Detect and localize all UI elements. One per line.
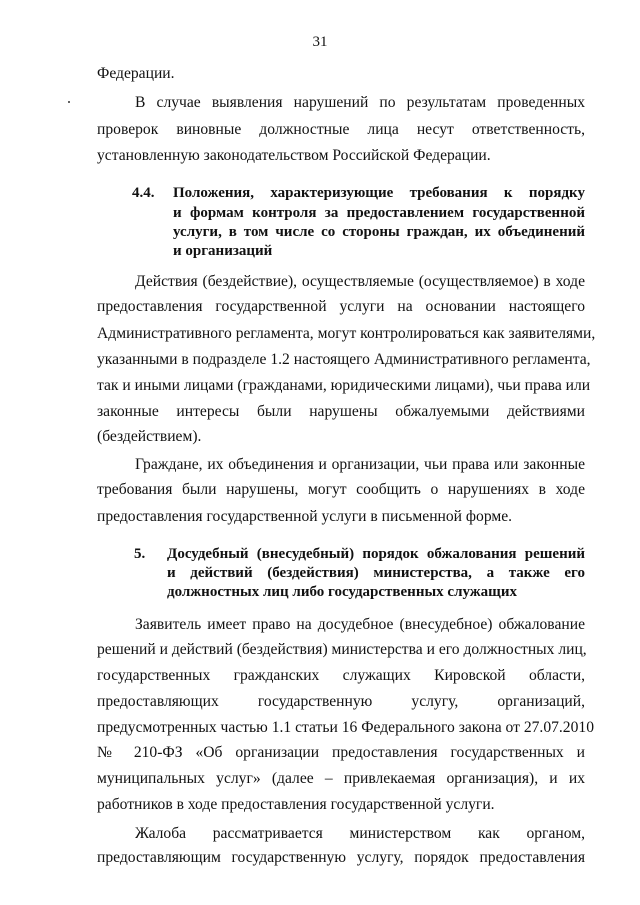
section-title-line: и организаций	[173, 243, 273, 259]
text-line: Федерации.	[97, 65, 175, 82]
text-line: предоставления государственной услуги в письменной форме.	[97, 508, 513, 525]
section-title-line: Положения, характеризующие требования к порядку	[173, 185, 585, 201]
text-line: Жалоба рассматривается министерством как органом,	[135, 825, 585, 842]
text-line: Административного регламента, могут контролироваться как заявителями,	[97, 325, 596, 342]
text-line: проверок виновные должностные лица несут ответственность,	[97, 121, 585, 138]
section-number: 4.4.	[132, 185, 155, 201]
text-line: Действия (бездействие), осуществляемые (осуществляемое) в ходе	[135, 273, 585, 290]
text-line: решений и действий (бездействия) министерства и его должностных лиц,	[97, 641, 587, 658]
text-line: (бездействием).	[97, 428, 202, 445]
text-line: государственных гражданских служащих Кировской области,	[97, 667, 585, 684]
section-title-line: должностных лиц либо государственных служащих	[167, 584, 517, 600]
text-line: предоставляющих государственную услугу, организаций,	[97, 693, 585, 710]
text-line: муниципальных услуг» (далее – привлекаемая организация), и их	[97, 770, 585, 787]
text-line: предоставления государственной услуги на основании настоящего	[97, 298, 585, 315]
section-title-line: и формам контроля за предоставлением государственной	[173, 205, 585, 221]
text-line: так и иными лицами (гражданами, юридическими лицами), чьи права или	[97, 377, 591, 394]
page-number: 31	[312, 34, 328, 50]
section-title-line: Досудебный (внесудебный) порядок обжалования решений	[167, 546, 585, 562]
text-line: установленную законодательством Российской Федерации.	[97, 147, 491, 164]
text-line: предоставляющим государственную услугу, порядок предоставления	[97, 849, 585, 866]
section-number: 5.	[134, 546, 146, 562]
section-title-line: услуги, в том числе со стороны граждан, их объединений	[173, 224, 585, 240]
text-line: предусмотренных частью 1.1 статьи 16 Федерального закона от 27.07.2010	[97, 719, 594, 736]
text-line: Заявитель имеет право на досудебное (внесудебное) обжалование	[135, 616, 585, 633]
text-line: работников в ходе предоставления государственной услуги.	[97, 796, 495, 813]
scan-speck	[68, 101, 70, 103]
text-line: Граждане, их объединения и организации, чьи права или законные	[135, 456, 585, 473]
text-line: В случае выявления нарушений по результатам проведенных	[135, 94, 585, 111]
text-line: требования были нарушены, могут сообщить о нарушениях в ходе	[97, 481, 585, 498]
text-line: законные интересы были нарушены обжалуемыми действиями	[97, 403, 585, 420]
text-line: указанными в подразделе 1.2 настоящего Административного регламента,	[97, 351, 591, 368]
text-line: № 210-ФЗ «Об организации предоставления государственных и	[97, 744, 585, 761]
section-title-line: и действий (бездействия) министерства, а также его	[167, 565, 585, 581]
